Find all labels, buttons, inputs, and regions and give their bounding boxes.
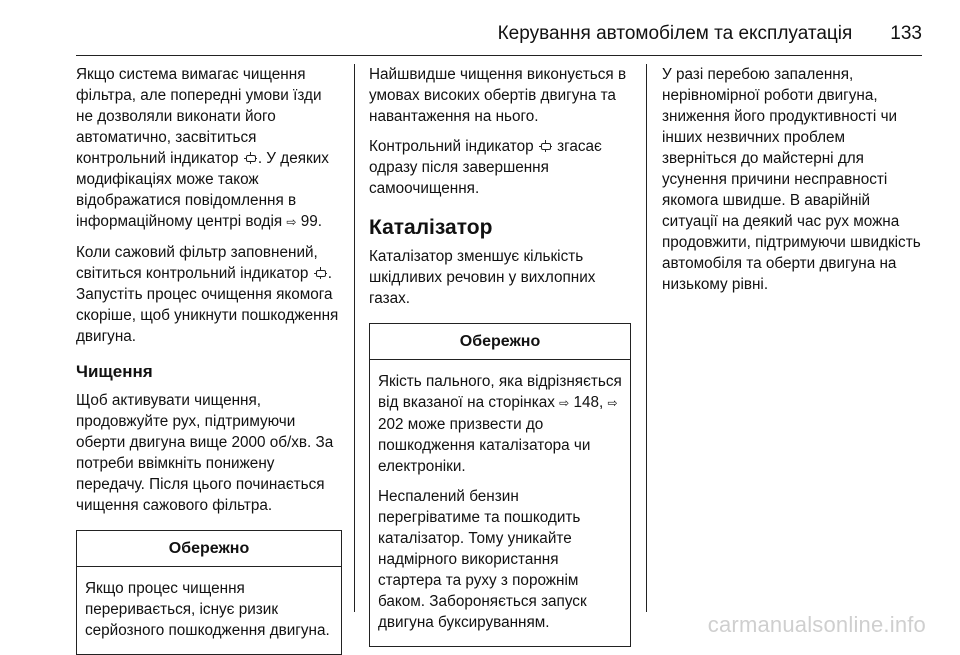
- caution-title: Обережно: [370, 324, 630, 360]
- reference-arrow-icon: ⇨: [559, 396, 570, 410]
- watermark: carmanualsonline.info: [707, 612, 926, 637]
- header-rule: [76, 55, 922, 56]
- page-reference-link[interactable]: 202: [378, 416, 404, 433]
- caution-title: Обережно: [77, 531, 341, 567]
- caution-text: Якість пального, яка відрізняється від вказаної на сторінках ⇨ 148, ⇨ 202 може призвести до пошкодження каталізатора чи електроніки.: [378, 373, 622, 475]
- page-reference-link[interactable]: 99.: [300, 213, 322, 230]
- paragraph: Коли сажовий фільтр заповнений, світиться контрольний індикатор . Запустіть процес очищення якомога скоріше, щоб уникнути пошкодження двигуна.: [76, 244, 339, 345]
- caution-body: [370, 360, 630, 646]
- caution-body: [77, 567, 341, 654]
- column-divider-1: [354, 64, 355, 612]
- column-3: [662, 64, 924, 304]
- heading-catalyst: Каталізатор: [369, 216, 493, 239]
- reference-arrow-icon: ⇨: [286, 215, 297, 229]
- dpf-indicator-icon: [314, 267, 327, 279]
- page-header: [0, 22, 922, 46]
- dpf-indicator-icon: [539, 140, 552, 152]
- paragraph: У разі перебою запалення, нерівномірної роботи двигуна, зниження його продуктивності чи інших незвичних проблем зверніться до майстерні для усунення причини несправності якомога швидше. В аварійній ситуації на деякий час рух можна продовжити, підтримуючи швидкість автомобіля та оберти двигуна на низькому рівні.: [662, 66, 921, 293]
- subheading-cleaning: Чищення: [76, 362, 153, 381]
- paragraph: Щоб активувати чищення, продовжуйте рух, підтримуючи оберти двигуна вище 2000 об/хв. За потреби ввімкніть понижену передачу. Після цього починається чищення сажового фільтра.: [76, 392, 334, 514]
- caution-box: [369, 323, 631, 647]
- column-1: [76, 64, 342, 655]
- paragraph: Контрольний індикатор згасає одразу після завершення самоочищення.: [369, 138, 602, 197]
- paragraph: Найшвидше чищення виконується в умовах високих обертів двигуна та навантаження на нього.: [369, 66, 627, 125]
- column-divider-2: [646, 64, 647, 612]
- section-title: Керування автомобілем та експлуатація: [497, 23, 853, 44]
- caution-text: Якщо процес чищення переривається, існує ризик серйозного пошкодження двигуна.: [85, 580, 330, 639]
- column-2: [369, 64, 631, 647]
- reference-arrow-icon: ⇨: [607, 396, 618, 410]
- page-number: 133: [890, 23, 922, 44]
- dpf-indicator-icon: [244, 152, 257, 164]
- page-reference-link[interactable]: 148,: [573, 394, 604, 411]
- caution-text: Неспалений бензин перегріватиме та пошкодить каталізатор. Тому уникайте надмірного використання стартера та руху з порожнім баком. Забороняється запуск двигуна буксируванням.: [378, 488, 587, 631]
- paragraph: Якщо система вимагає чищення фільтра, але попередні умови їзди не дозволяли виконати його автоматично, засвітиться контрольний індикатор . У деяких модифікаціях може також відображатися повідомлення в інформаційному центрі водія ⇨ 99.: [76, 66, 329, 230]
- paragraph: Каталізатор зменшує кількість шкідливих речовин у вихлопних газах.: [369, 248, 596, 307]
- caution-box: [76, 530, 342, 655]
